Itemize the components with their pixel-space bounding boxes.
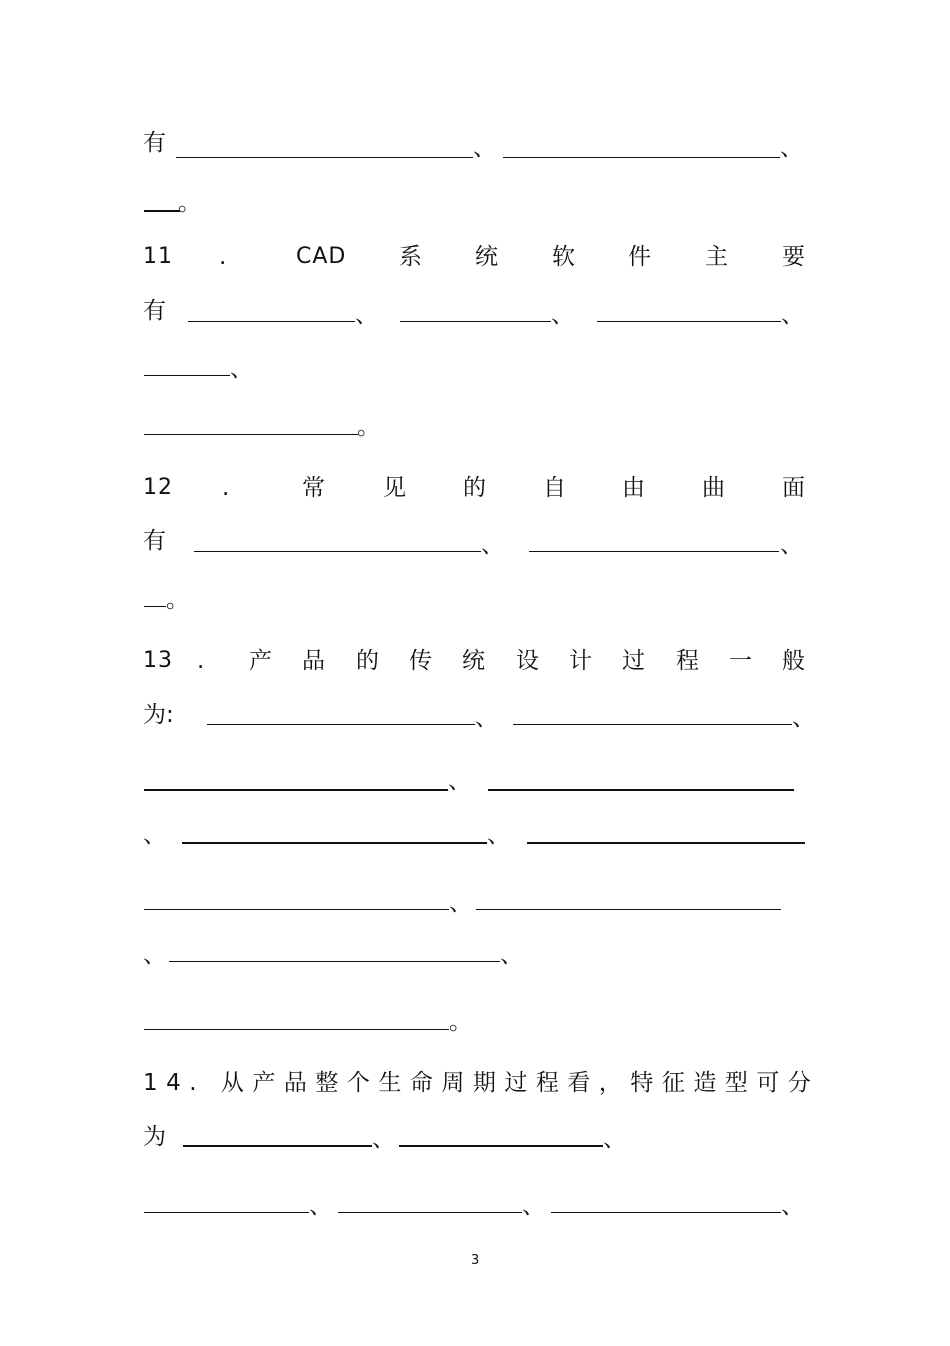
- q13-blank-10[interactable]: [144, 1029, 449, 1030]
- q13-char: 统: [462, 648, 485, 674]
- q13-sep-8: 、: [500, 942, 523, 968]
- q11-char: 要: [782, 244, 805, 270]
- q13-label-wei: 为:: [143, 702, 174, 728]
- q14-blank-5[interactable]: [551, 1212, 781, 1213]
- q10-sep-1: 、: [473, 135, 496, 161]
- q13-char: 般: [782, 648, 805, 674]
- q11-end: 。: [357, 414, 380, 440]
- q13-char: 的: [356, 648, 379, 674]
- q10-label-you: 有: [143, 130, 166, 156]
- q12-dot: .: [222, 475, 230, 501]
- q11-blank-1[interactable]: [188, 321, 355, 322]
- q11-sep-3: 、: [781, 302, 804, 328]
- q11-blank-3[interactable]: [597, 321, 781, 322]
- q13-char: 传: [409, 648, 432, 674]
- q11-number: 11: [143, 244, 173, 269]
- q10-blank-1[interactable]: [176, 157, 473, 158]
- q12-sep-2: 、: [780, 532, 803, 558]
- q12-char: 见: [383, 475, 406, 501]
- q12-blank-3[interactable]: [144, 606, 166, 607]
- q13-blank-8[interactable]: [476, 909, 781, 910]
- q13-sep-1: 、: [475, 705, 498, 731]
- q13-dot: .: [197, 648, 205, 674]
- q11-blank-5[interactable]: [144, 434, 358, 435]
- q14-label-wei: 为: [143, 1124, 166, 1150]
- q12-char: 自: [543, 475, 566, 501]
- q13-char: 计: [569, 648, 592, 674]
- q13-blank-1[interactable]: [207, 724, 475, 725]
- q14-sep-2: 、: [603, 1126, 626, 1152]
- q14-sep-3: 、: [309, 1193, 332, 1219]
- q14-sep-1: 、: [372, 1126, 395, 1152]
- q13-sep-2: 、: [792, 705, 815, 731]
- q11-dot: .: [219, 244, 227, 270]
- q13-char: 过: [622, 648, 645, 674]
- q12-number: 12: [143, 475, 173, 500]
- q12-char: 的: [463, 475, 486, 501]
- q13-sep-7: 、: [143, 942, 166, 968]
- q10-sep-2: 、: [780, 135, 803, 161]
- q14-sep-4: 、: [522, 1193, 545, 1219]
- q13-char: 品: [302, 648, 325, 674]
- q13-blank-5[interactable]: [182, 842, 487, 844]
- q12-char: 曲: [702, 475, 725, 501]
- q13-char: 程: [676, 648, 699, 674]
- q14-blank-4[interactable]: [338, 1212, 522, 1213]
- q11-sep-1: 、: [355, 302, 378, 328]
- q14-question-line: 14. 从产品整个生命周期过程看，特征造型可分: [143, 1070, 820, 1096]
- q11-word-cad: CAD: [296, 244, 347, 269]
- q11-char: 系: [399, 244, 422, 270]
- q11-char: 件: [628, 244, 651, 270]
- q13-sep-6: 、: [449, 890, 472, 916]
- q11-char: 统: [475, 244, 498, 270]
- q13-sep-3: 、: [448, 768, 471, 794]
- q13-sep-4: 、: [143, 822, 166, 848]
- q13-char: 产: [249, 648, 272, 674]
- q10-blank-2[interactable]: [503, 157, 780, 158]
- q12-sep-1: 、: [481, 532, 504, 558]
- q13-blank-4[interactable]: [488, 789, 794, 791]
- q13-blank-2[interactable]: [513, 724, 792, 725]
- q11-label-you: 有: [143, 298, 166, 324]
- q14-blank-1[interactable]: [183, 1145, 372, 1147]
- q10-blank-3[interactable]: [144, 210, 180, 212]
- q13-blank-3[interactable]: [144, 789, 448, 791]
- q11-char: 主: [705, 244, 728, 270]
- q13-char: 一: [729, 648, 752, 674]
- q13-blank-7[interactable]: [144, 909, 449, 910]
- q13-blank-9[interactable]: [169, 961, 500, 962]
- q13-blank-6[interactable]: [527, 842, 805, 844]
- q10-end: 。: [178, 190, 201, 216]
- q11-blank-4[interactable]: [144, 375, 230, 376]
- q12-char: 面: [782, 475, 805, 501]
- q11-blank-2[interactable]: [400, 321, 551, 322]
- q12-char: 由: [622, 475, 645, 501]
- q12-blank-2[interactable]: [529, 551, 779, 552]
- q12-blank-1[interactable]: [194, 551, 481, 552]
- q13-end: 。: [449, 1009, 472, 1035]
- q14-blank-3[interactable]: [144, 1212, 309, 1213]
- q13-number: 13: [143, 648, 173, 673]
- page-number: 3: [471, 1253, 480, 1268]
- q12-char: 常: [302, 475, 325, 501]
- q11-sep-4: 、: [230, 356, 253, 382]
- q14-blank-2[interactable]: [399, 1145, 603, 1147]
- q14-sep-5: 、: [781, 1193, 804, 1219]
- q11-sep-2: 、: [551, 302, 574, 328]
- q12-label-you: 有: [143, 528, 166, 554]
- q13-char: 设: [516, 648, 539, 674]
- q13-sep-5: 、: [487, 822, 510, 848]
- q11-char: 软: [552, 244, 575, 270]
- q12-end: 。: [166, 587, 189, 613]
